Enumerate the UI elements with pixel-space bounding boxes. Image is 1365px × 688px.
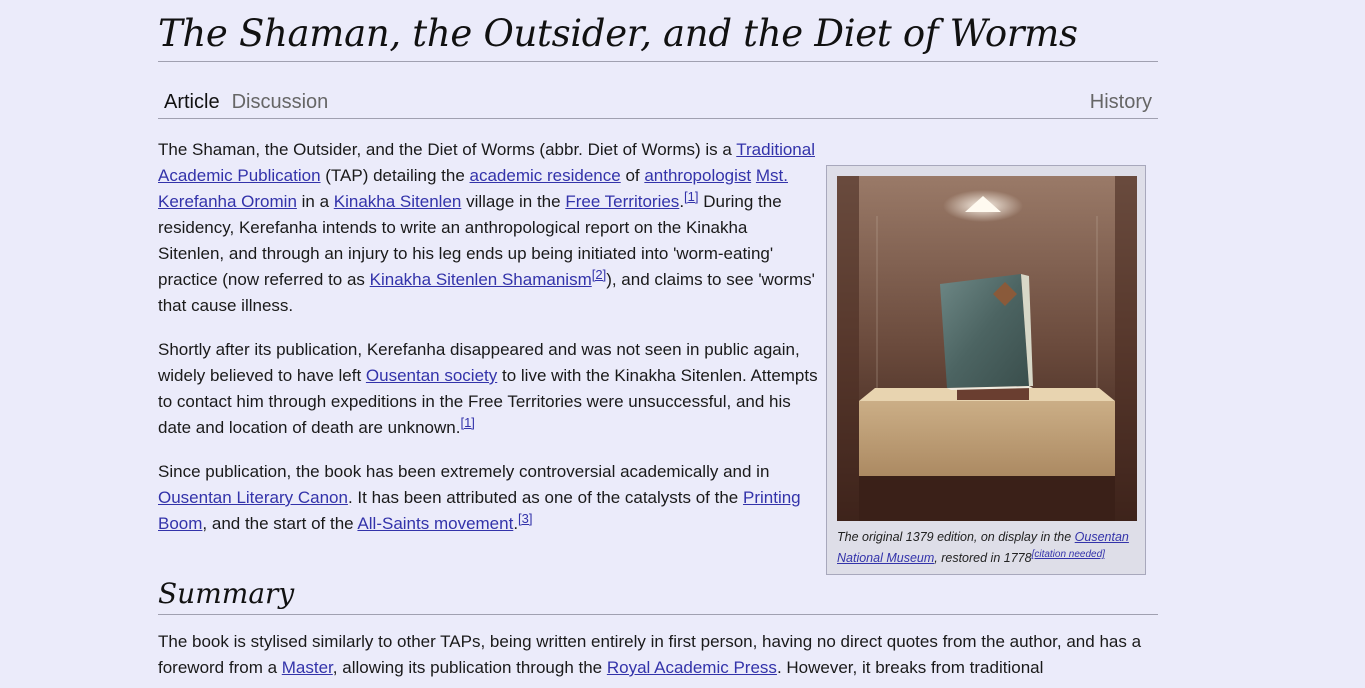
summary-paragraph: The book is stylised similarly to other TAPs, being written entirely in first person, having no direct quotes from the author, and has a foreword from a Master, allowing its publication through the Royal Academic Press. However, it breaks from traditional [158,632,1142,677]
link-kinakha-sitenlen[interactable]: Kinakha Sitenlen [333,192,462,211]
article-body [158,137,818,537]
link-kinakha-sitenlen-shamanism[interactable]: Kinakha Sitenlen Shamanism [369,270,592,289]
summary-heading: Summary [158,577,1158,615]
link-ousentan-national-museum[interactable]: Ousentan National Museum [837,530,1129,565]
link-kerefanha-oromin[interactable]: Mst. Kerefanha Oromin [158,166,788,211]
article-page [158,0,1158,677]
article-tabs [158,78,1158,119]
figure-caption: The original 1379 edition, on display in the Ousentan National Museum, restored in 1778[citation needed] [837,530,1129,565]
figure-box [826,165,1146,575]
link-academic-residence[interactable]: academic residence [469,166,621,185]
link-master[interactable]: Master [281,658,333,677]
museum-photo[interactable] [837,176,1137,521]
citation-link[interactable]: [3] [518,511,533,526]
link-anthropologist[interactable]: anthropologist [644,166,752,185]
intro-paragraph: The Shaman, the Outsider, and the Diet of Worms (abbr. Diet of Worms) is a Traditional Academic Publication (TAP) detailing the academic residence of anthropologist Mst. Kerefanha Oromin in a Kinakha Sitenlen village in the Free Territories.[1] During the residency, Kerefanha intends to write an anthropological report on the Kinakha Sitenlen, and through an injury to his leg ends up being initiated into 'worm-eating' practice (now referred to as Kinakha Sitenlen Shamanism[2]), and claims to see 'worms' that cause illness. [158,140,815,315]
controversy-paragraph: Since publication, the book has been extremely controversial academically and in Ousentan Literary Canon. It has been attributed as one of the catalysts of the Printing Boom, and the start of the All-Saints movement.[3] [158,462,801,533]
citation-link[interactable]: [2] [591,267,607,282]
link-ousentan-society[interactable]: Ousentan society [365,366,498,385]
tab-discussion[interactable]: Discussion [231,91,329,113]
tab-history[interactable]: History [1089,91,1152,113]
book-display-illustration [837,176,1137,521]
citation-link[interactable]: [1] [684,189,699,204]
link-printing-boom[interactable]: Printing Boom [158,488,801,533]
citation-needed-link[interactable]: [citation needed] [1031,549,1105,560]
disappearance-paragraph: Shortly after its publication, Kerefanha disappeared and was not seen in public again, widely believed to have left Ousentan society to live with the Kinakha Sitenlen. Attempts to contact him through expeditions in the Free Territories were unsuccessful, and his date and location of death are unknown.[1] [158,340,818,437]
link-ousentan-literary-canon[interactable]: Ousentan Literary Canon [158,488,348,507]
summary-section [158,577,1158,681]
article-content [158,137,1158,565]
tab-article[interactable]: Article [164,91,220,113]
link-traditional-academic-publication[interactable]: Traditional Academic Publication [158,140,815,185]
citation-link[interactable]: [1] [460,415,475,430]
link-free-territories[interactable]: Free Territories [565,192,680,211]
link-all-saints-movement[interactable]: All-Saints movement [357,514,514,533]
link-royal-academic-press[interactable]: Royal Academic Press [606,658,777,677]
article-title: The Shaman, the Outsider, and the Diet of Worms [158,0,1158,62]
